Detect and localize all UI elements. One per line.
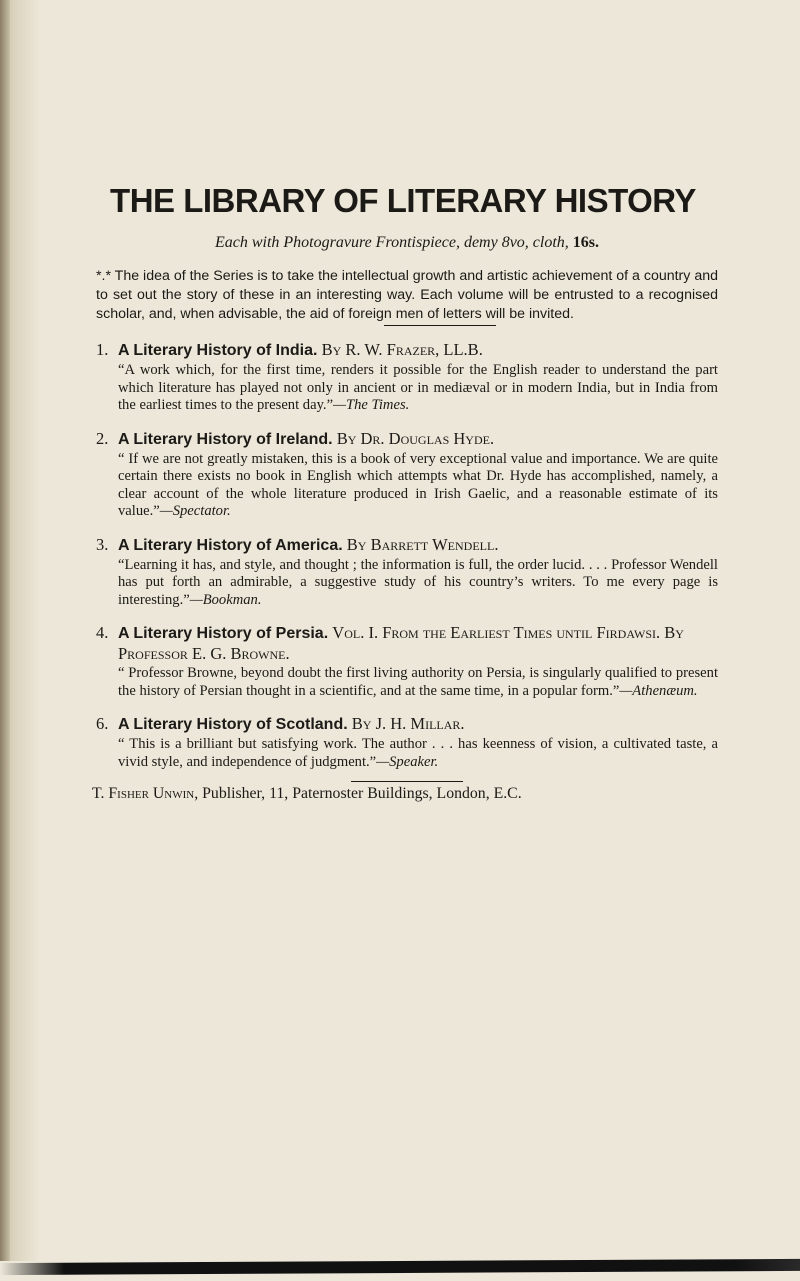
entry-author: By Dr. Douglas Hyde. [336, 428, 495, 448]
footer-divider [351, 781, 463, 782]
review-quote [118, 451, 718, 521]
price: 16s. [572, 234, 600, 251]
review-quote [118, 362, 718, 415]
publisher-name: T. Fisher Unwin, [92, 785, 199, 802]
entry-heading [96, 429, 718, 450]
entry-heading [96, 340, 718, 361]
list-item [96, 429, 718, 521]
page-bottom-edge [0, 1261, 800, 1281]
quote-source: —Athenæum. [619, 682, 698, 699]
entry-list [96, 340, 718, 771]
list-item [96, 535, 718, 610]
entry-number: 6. [96, 714, 109, 733]
format-text: Each with Photogravure Frontispiece, demy 8vo, cloth, [214, 234, 569, 251]
quote-source: —Bookman. [189, 591, 262, 608]
entry-number: 3. [96, 534, 109, 554]
entry-author: By R. W. Frazer, LL.B. [321, 340, 483, 359]
quote-text: “ If we are not greatly mistaken, this is a book of very exceptional value and importance. We are quite certain there exists no book in English which attempts what Dr. Hyde has accomplished, namely, a clear account of the whole literature produced in Irish Gaelic, and a reasonable estimate of its value.” [118, 450, 718, 519]
entry-number: 4. [96, 623, 109, 642]
review-quote [118, 557, 718, 610]
review-quote [118, 736, 718, 771]
quote-text: “ Professor Browne, beyond doubt the first living authority on Persia, is singularly qualified to present the history of Persian thought in a scientific, and at the same time, in a popular form.” [118, 665, 718, 699]
entry-heading [96, 714, 718, 735]
list-item [96, 714, 718, 771]
quote-text: “ This is a brilliant but satisfying work. The author . . . has keenness of vision, a cultivated taste, a vivid style, and independence of judgment.” [118, 736, 718, 770]
series-intro: *.* The idea of the Series is to take the intellectual growth and artistic achievement of a country and to set out the story of these in an interesting way. Each volume will be entrusted to a recognised scholar, and, when advisable, the aid of foreign men of letters will be invited. [96, 268, 718, 322]
review-quote [118, 665, 718, 700]
spine-shadow [0, 0, 10, 1281]
list-item [96, 340, 718, 415]
entry-title: A Literary History of India. [118, 342, 318, 359]
entry-title: A Literary History of America. [118, 536, 343, 554]
publisher-address: Publisher, 11, Paternoster Buildings, London, E.C. [202, 785, 522, 802]
quote-source: —Spectator. [159, 503, 231, 519]
page-content [92, 182, 718, 803]
entry-number: 1. [96, 340, 109, 359]
quote-source: —Speaker. [376, 753, 439, 770]
entry-author: By Barrett Wendell. [346, 534, 499, 554]
list-item [96, 623, 718, 700]
entry-number: 2. [96, 428, 109, 448]
entry-author: By J. H. Millar. [351, 714, 465, 733]
entry-heading [96, 535, 718, 556]
quote-text: “Learning it has, and style, and thought ; the information is full, the order lucid. . . . Professor Wendell has put forth an admirable, a suggestive study of his country’s writers. To me every page is interesting.” [118, 556, 718, 608]
publisher-line [92, 785, 718, 803]
entry-heading [96, 623, 718, 664]
page-title: THE LIBRARY OF LITERARY HISTORY [110, 182, 696, 219]
entry-title: A Literary History of Ireland. [118, 430, 333, 448]
entry-title: A Literary History of Scotland. [118, 716, 348, 733]
divider [384, 325, 496, 326]
series-format [96, 234, 718, 252]
quote-text: “A work which, for the first time, renders it possible for the English reader to understand the part which literature has played not only in ancient or in mediæval or in modern India, but in India from the earliest times to the present day.” [118, 362, 718, 413]
entry-author: Vol. I. From the Earliest Times until Firdawsi. By Professor E. G. Browne. [118, 623, 684, 663]
quote-source: —The Times. [333, 397, 410, 413]
entry-title: A Literary History of Persia. [118, 625, 329, 642]
